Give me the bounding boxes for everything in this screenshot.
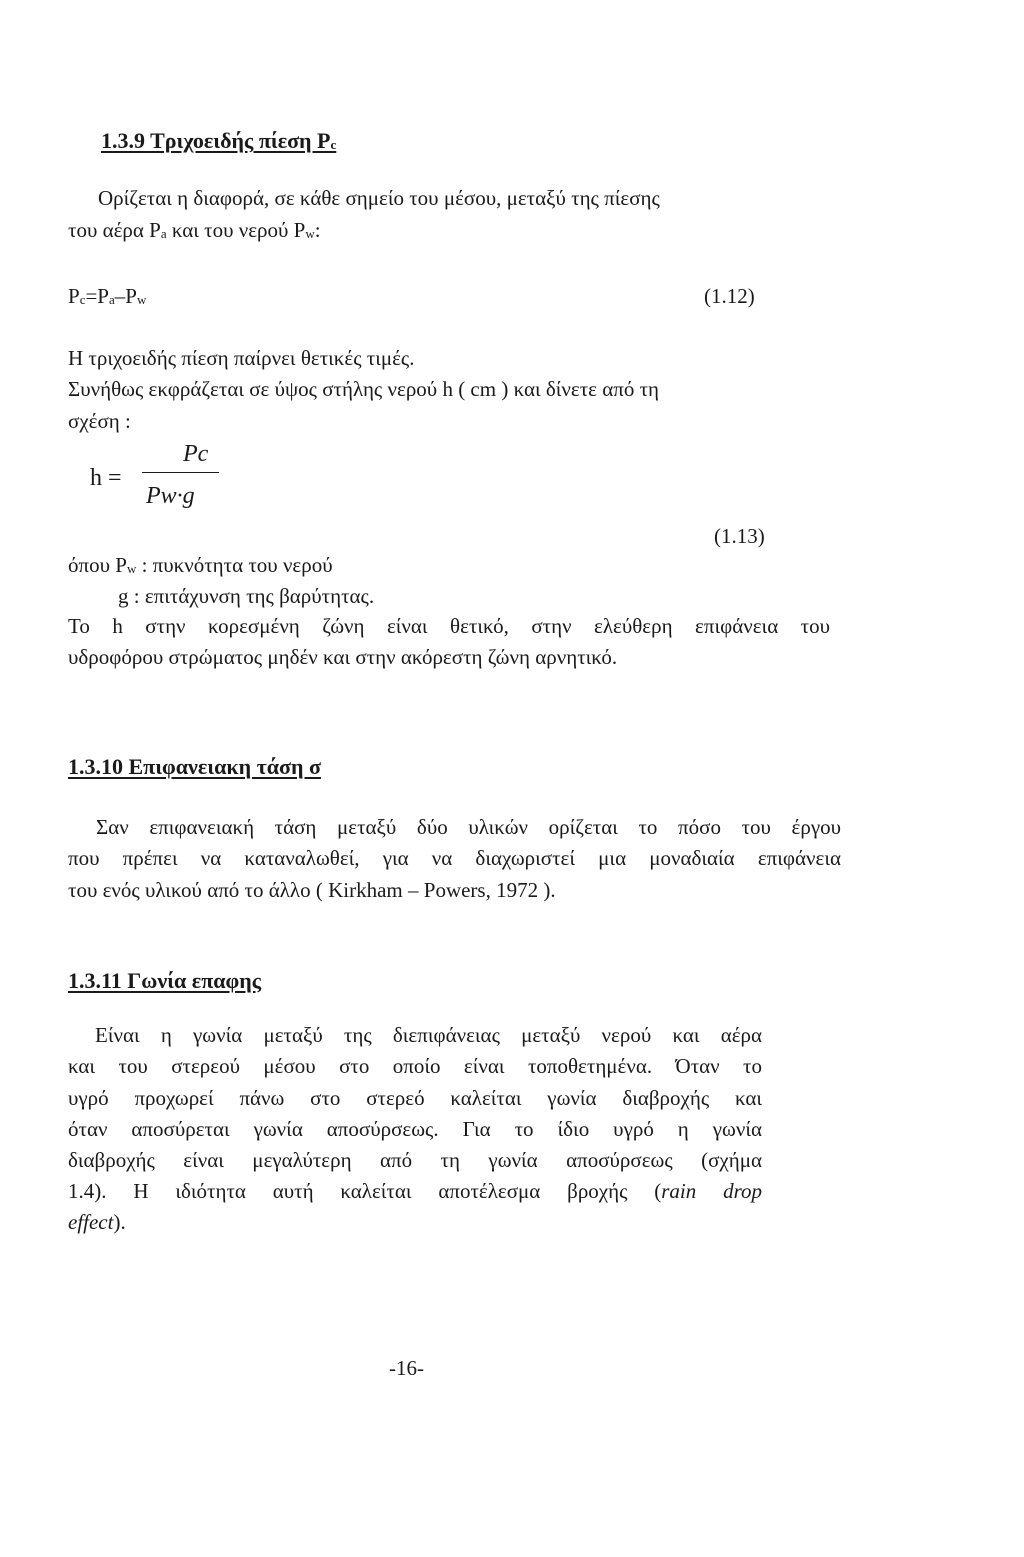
fraction-bar — [142, 472, 219, 473]
paragraph-line: effect). — [68, 1210, 126, 1234]
paragraph-line: όταν αποσύρεται γωνία αποσύρσεως. Για το ίδιο υγρό η γωνία — [68, 1117, 762, 1141]
paragraph-line: Το h στην κορεσμένη ζώνη είναι θετικό, στην ελεύθερη επιφάνεια του — [68, 614, 830, 638]
paragraph-line: που πρέπει να καταναλωθεί, για να διαχωριστεί μια μοναδιαία επιφάνεια — [68, 846, 841, 870]
formula-denominator: Pw·g — [146, 483, 195, 509]
equation-1-12: Pc=Pa–Pw — [68, 284, 147, 308]
section-heading-1-3-10: 1.3.10 Επιφανειακη τάση σ — [68, 754, 321, 779]
section-heading-1-3-9: 1.3.9 Τριχοειδής πίεση Pc — [101, 128, 337, 153]
paragraph-line: του αέρα Pa και του νερού Pw: — [68, 218, 321, 242]
paragraph-line: Ορίζεται η διαφορά, σε κάθε σημείο του μέσου, μεταξύ της πίεσης — [98, 186, 660, 210]
paragraph-line: σχέση : — [68, 409, 131, 433]
definition-line: g : επιτάχυνση της βαρύτητας. — [118, 584, 375, 608]
paragraph-line: Συνήθως εκφράζεται σε ύψος στήλης νερού h ( cm ) και δίνετε από τη — [68, 377, 660, 401]
paragraph-line: υδροφόρου στρώματος μηδέν και στην ακόρεστη ζώνη αρνητικό. — [68, 645, 618, 669]
paragraph-line: 1.4). Η ιδιότητα αυτή καλείται αποτέλεσμα βροχής (rain drop — [68, 1179, 762, 1203]
equation-number: (1.12) — [704, 284, 755, 308]
paragraph-line: του ενός υλικού από το άλλο ( Kirkham – Powers, 1972 ). — [68, 878, 556, 902]
paragraph-line: διαβροχής είναι μεγαλύτερη από τη γωνία αποσύρσεως (σχήμα — [68, 1148, 762, 1172]
equation-number: (1.13) — [714, 524, 765, 548]
paragraph-line: υγρό προχωρεί πάνω στο στερεό καλείται γωνία διαβροχής και — [68, 1086, 762, 1110]
page-number: -16- — [389, 1356, 424, 1380]
formula-lhs: h = — [90, 465, 122, 491]
paragraph-line: Η τριχοειδής πίεση παίρνει θετικές τιμές. — [68, 346, 415, 370]
paragraph-line: Σαν επιφανειακή τάση μεταξύ δύο υλικών ορίζεται το πόσο του έργου — [96, 815, 841, 839]
paragraph-line: Είναι η γωνία μεταξύ της διεπιφάνειας μεταξύ νερού και αέρα — [95, 1023, 762, 1047]
section-heading-1-3-11: 1.3.11 Γωνία επαφης — [68, 968, 262, 993]
paragraph-line: και του στερεού μέσου στο οποίο είναι τοποθετημένα. Όταν το — [68, 1054, 762, 1078]
formula-numerator: Pc — [183, 441, 209, 467]
definition-line: όπου Pw : πυκνότητα του νερού — [68, 553, 333, 577]
